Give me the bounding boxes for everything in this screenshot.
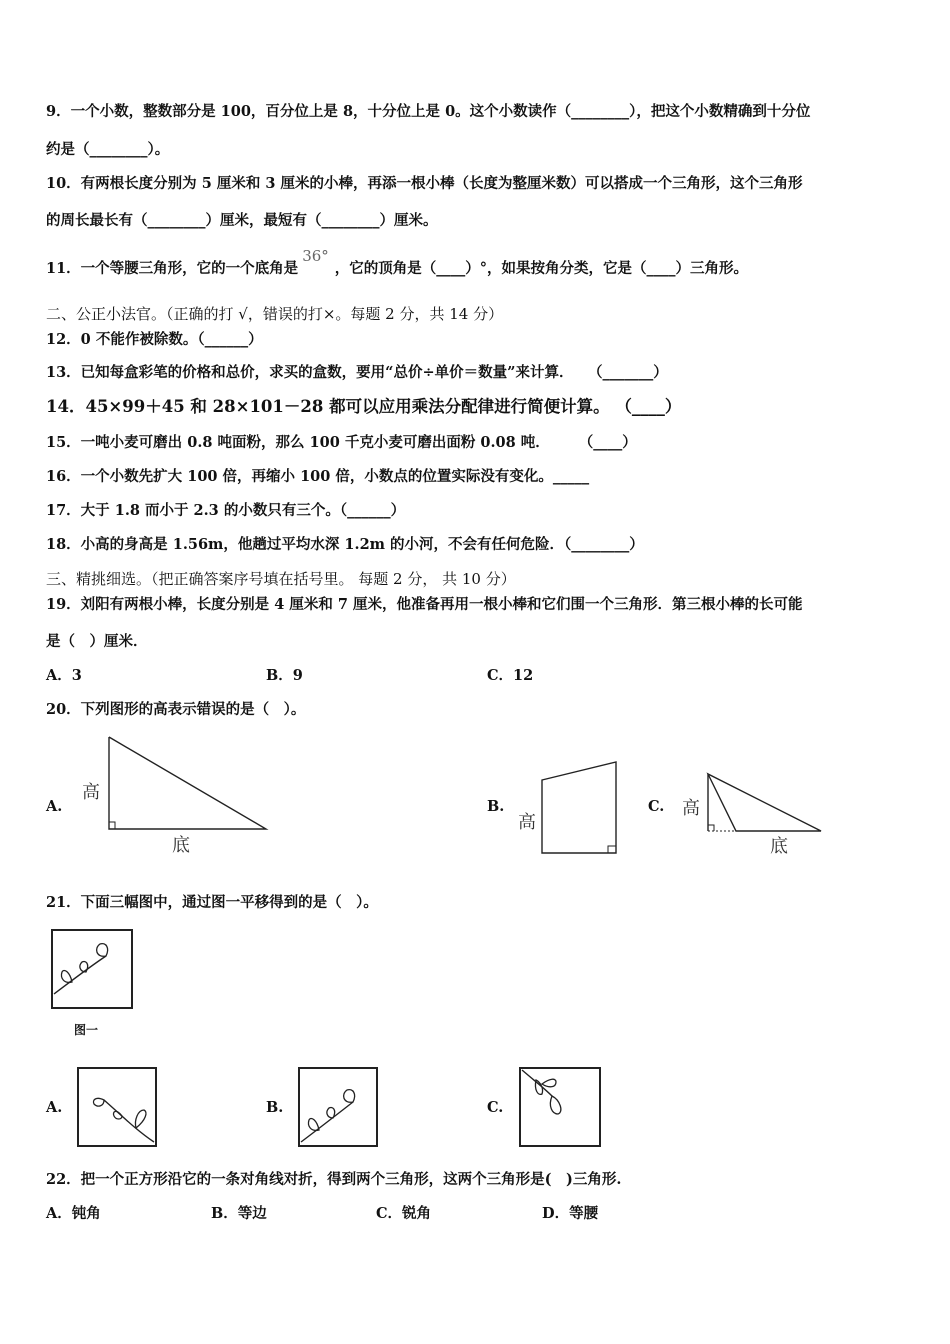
q22-option-c[interactable]: C．锐角 (376, 1205, 432, 1222)
q20a-base-label: 底 (172, 835, 190, 856)
q15: 15．一吨小麦可磨出 0.8 吨面粉，那么 100 千克小麦可磨出面粉 0.08 吨． （____） (46, 434, 637, 451)
q21-option-b-figure[interactable] (297, 1066, 379, 1148)
section3-heading: 三、精挑细选。（把正确答案序号填在括号里。 每题 2 分， 共 10 分） (46, 570, 516, 588)
q21-option-c-figure[interactable] (518, 1066, 602, 1148)
q14: 14．45×99＋45 和 28×101－28 都可以应用乘法分配律进行简便计算。 （____） (46, 397, 682, 416)
q20-option-a[interactable]: A. (46, 798, 63, 815)
q21-option-a[interactable]: A. (46, 1099, 63, 1116)
q17: 17．大于 1.8 而小于 2.3 的小数只有三个。（______） (46, 502, 406, 519)
q20b-height-label: 高 (518, 812, 536, 833)
q20-figure-c (678, 770, 828, 860)
q20c-height-label: 高 (682, 798, 700, 819)
q22-option-b[interactable]: B．等边 (211, 1205, 267, 1222)
q21-option-c[interactable]: C. (487, 1099, 504, 1116)
q22-stem: 22．把一个正方形沿它的一条对角线对折，得到两个三角形，这两个三角形是( )三角形. (46, 1171, 622, 1188)
q20-figure-a (74, 732, 274, 860)
q11-line (46, 247, 749, 279)
q21-figure-1 (50, 928, 136, 1012)
q19-option-c[interactable]: C．12 (487, 667, 534, 684)
q9-line2: 约是（________）。 (46, 141, 170, 158)
q11-angle: 36° (302, 247, 329, 265)
q20-figure-b (512, 756, 622, 858)
q19-option-a[interactable]: A．3 (46, 667, 82, 684)
q19-option-b[interactable]: B．9 (266, 667, 303, 684)
q21-figure-caption: 图一 (74, 1023, 99, 1037)
q10-line1: 10．有两根长度分别为 5 厘米和 3 厘米的小棒，再添一根小棒（长度为整厘米数）可以搭成一个三角形，这个三角形 (46, 175, 803, 192)
q22-option-a[interactable]: A．钝角 (46, 1205, 101, 1222)
q16: 16．一个小数先扩大 100 倍，再缩小 100 倍，小数点的位置实际没有变化。_____ (46, 468, 590, 485)
q18: 18．小高的身高是 1.56m，他趟过平均水深 1.2m 的小河，不会有任何危险．（________） (46, 536, 644, 553)
q20-stem: 20．下列图形的高表示错误的是（ ）。 (46, 701, 306, 718)
q19-line2: 是（ ）厘米． (46, 633, 148, 650)
q11-after: ，它的顶角是（____）°，如果按角分类，它是（____）三角形。 (334, 260, 749, 277)
q19-line1: 19．刘阳有两根小棒，长度分别是 4 厘米和 7 厘米，他准备再用一根小棒和它们围一个三角形．第三根小棒的长可能 (46, 596, 803, 613)
q11-before: 11．一个等腰三角形，它的一个底角是 (46, 260, 299, 277)
q22-option-d[interactable]: D．等腰 (542, 1205, 599, 1222)
q12: 12．0 不能作被除数。（______） (46, 331, 263, 348)
q20c-base-label: 底 (770, 836, 788, 857)
q20-option-b[interactable]: B. (487, 798, 505, 815)
q20-option-c[interactable]: C. (648, 798, 665, 815)
q21-option-b[interactable]: B. (266, 1099, 284, 1116)
q21-stem: 21．下面三幅图中，通过图一平移得到的是（ ）。 (46, 894, 378, 911)
q10-line2: 的周长最长有（________）厘米，最短有（________）厘米。 (46, 212, 438, 229)
q21-option-a-figure[interactable] (76, 1066, 158, 1148)
section2-heading: 二、公正小法官。（正确的打 √，错误的打×。每题 2 分，共 14 分） (46, 305, 504, 323)
q13: 13．已知每盒彩笔的价格和总价，求买的盒数，要用“总价÷单价＝数量”来计算． （_______） (46, 364, 668, 381)
q20a-height-label: 高 (82, 782, 100, 803)
q9-line1: 9．一个小数，整数部分是 100，百分位上是 8，十分位上是 0。这个小数读作（________），把这个小数精确到十分位 (46, 103, 811, 120)
